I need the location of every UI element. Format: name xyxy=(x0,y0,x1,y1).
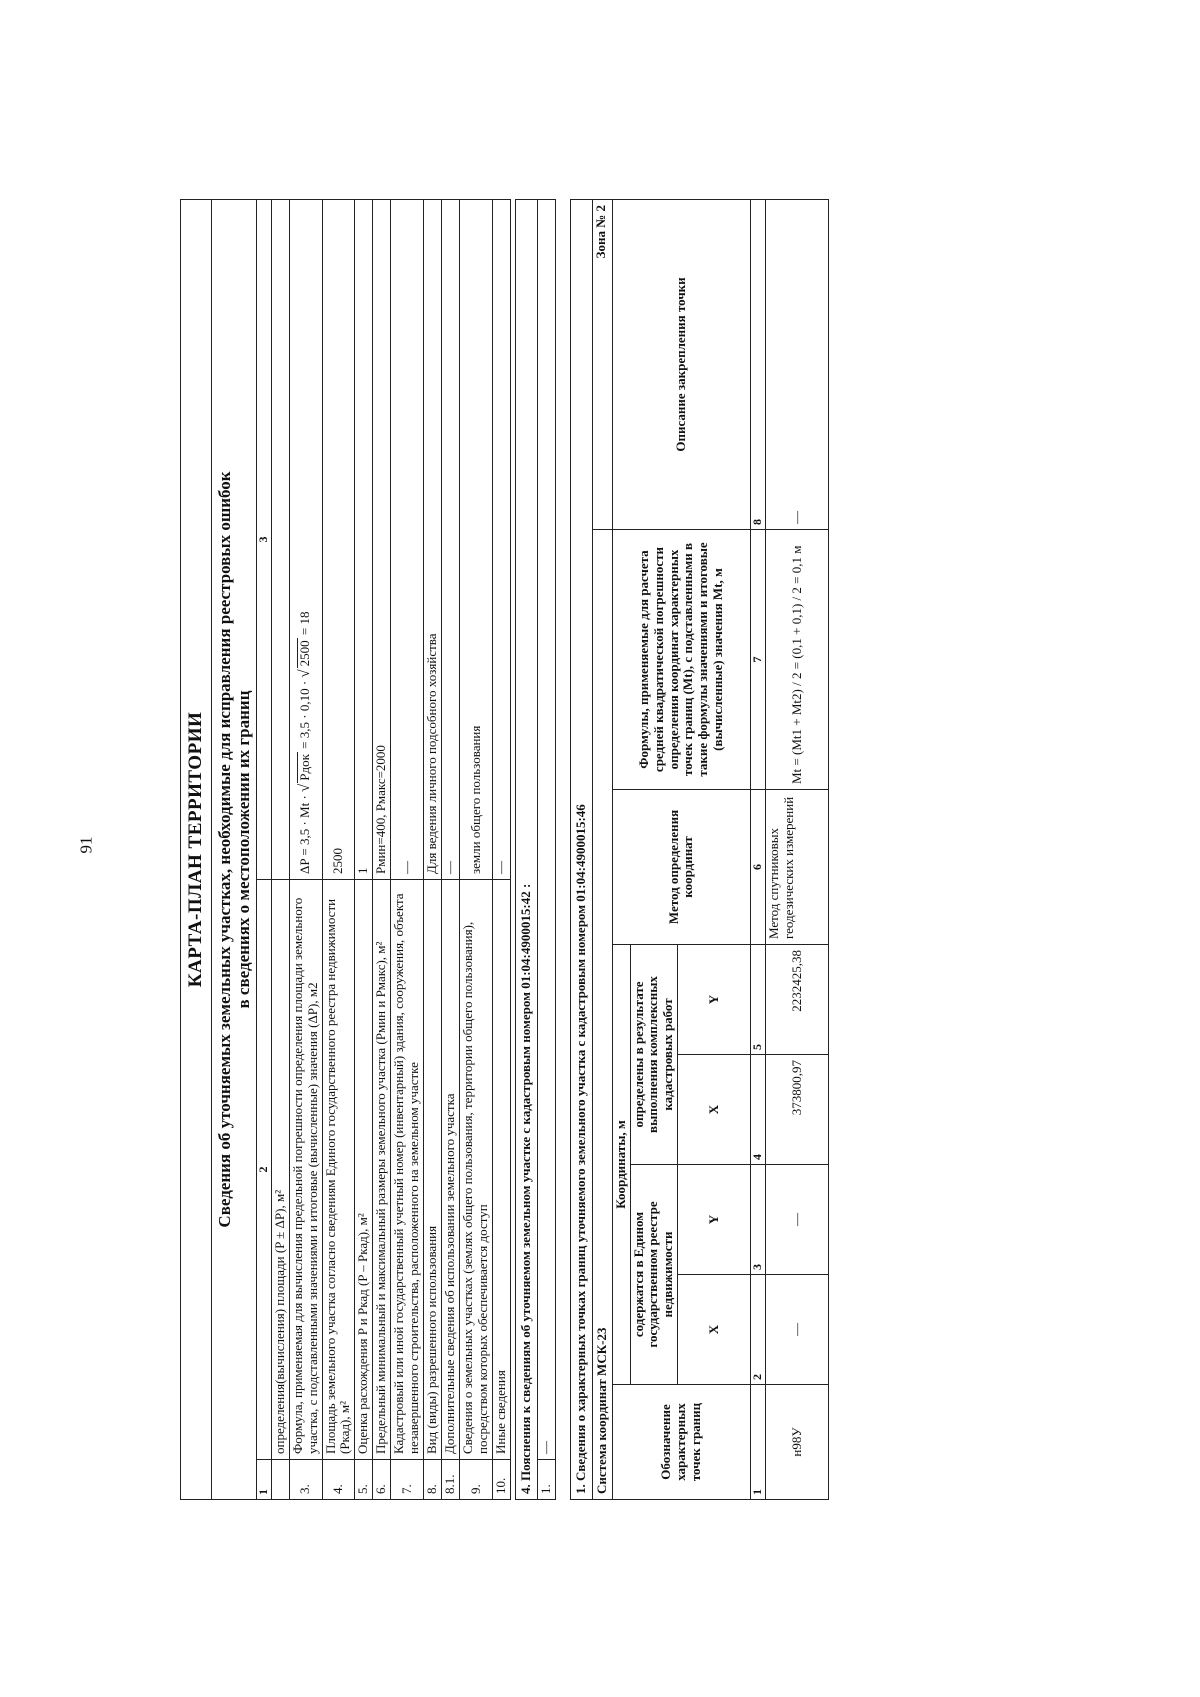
row-label: Сведения о земельных участках (землях общего пользования, территории общего пользования), посредством которых обеспечивается доступ xyxy=(460,880,493,1460)
row-number: 6. xyxy=(373,1460,391,1500)
table-row xyxy=(537,199,555,1499)
col-number-3: 3 xyxy=(256,200,271,880)
section-4-title: 4. Пояснения к сведениям об уточняемом земельном участке с кадастровым номером 01:04:4900015:42 : xyxy=(515,199,537,1499)
row-label: Предельный минимальный и максимальный размеры земельного участка (Pмин и Pмакс), м² xyxy=(373,880,391,1460)
section-4-table xyxy=(515,199,556,1500)
row-value xyxy=(271,200,289,880)
col-number-1: 1 xyxy=(751,1385,766,1500)
header-y-egrn: Y xyxy=(678,1165,751,1275)
col-number-4: 4 xyxy=(751,1055,766,1165)
row-number: 9. xyxy=(460,1460,493,1500)
col-number-7: 7 xyxy=(751,530,766,790)
row-number: 8. xyxy=(424,1460,442,1500)
page-title: КАРТА-ПЛАН ТЕРРИТОРИИ xyxy=(181,200,212,1500)
method: Метод спутниковых геодезических измерений xyxy=(766,790,829,945)
row-label: определения(вычисления) площади (P ± ΔP), м² xyxy=(271,880,289,1460)
row-value: земли общего пользования xyxy=(460,200,493,880)
coordinate-system: Система координат МСК-23 xyxy=(592,530,612,1500)
row-value: — xyxy=(492,200,510,880)
subtitle-line-1: Сведения об уточняемых земельных участках, необходимые для исправления реестровых ошибок xyxy=(214,471,234,1228)
table-row xyxy=(322,200,355,1500)
header-egrn: содержатся в Едином государственном реестре недвижимости xyxy=(630,1165,678,1385)
points-table xyxy=(570,199,829,1500)
row-label: Вид (виды) разрешенного использования xyxy=(424,880,442,1460)
col-number-5: 5 xyxy=(751,945,766,1055)
header-determined: определены в результате выполнения комплексных кадастровых работ xyxy=(630,945,678,1165)
table-row xyxy=(289,200,322,1500)
row-label: Формула, применяемая для вычисления предельной погрешности определения площади земельного участка, с подставленными значениями и итоговые (вычисленные) значения (ΔP), м2 xyxy=(289,880,322,1460)
info-table xyxy=(180,199,511,1500)
row-value: Pмин=400, Pмакс=2000 xyxy=(373,200,391,880)
col-number-2: 2 xyxy=(751,1275,766,1385)
row-value: 2500 xyxy=(322,200,355,880)
header-description: Описание закрепления точки xyxy=(612,199,751,529)
table-row xyxy=(492,200,510,1500)
row-label: Оценка расхождения P и Pкад (P – Pкад), м² xyxy=(355,880,373,1460)
row-number: 1. xyxy=(537,1460,555,1500)
table-row xyxy=(460,200,493,1500)
table-row xyxy=(391,200,424,1500)
y-new: 2232425,38 xyxy=(766,945,829,1055)
page-number: 91 xyxy=(76,836,96,854)
zone-label: Зона № 2 xyxy=(592,199,612,529)
page-subtitle xyxy=(211,200,256,1500)
row-label: Иные сведения xyxy=(492,880,510,1460)
table-row xyxy=(271,200,289,1500)
row-label: Дополнительные сведения об использовании земельного участка xyxy=(442,880,460,1460)
row-number: 5. xyxy=(355,1460,373,1500)
row-value: — xyxy=(391,200,424,880)
row-number: 4. xyxy=(322,1460,355,1500)
row-number xyxy=(271,1460,289,1500)
table-row xyxy=(373,200,391,1500)
header-designation: Обозначение характерных точек границ xyxy=(612,1385,751,1500)
point-designation: н98У xyxy=(766,1385,829,1500)
col-number-3: 3 xyxy=(751,1165,766,1275)
col-number-2: 2 xyxy=(256,880,271,1460)
y-egrn: — xyxy=(766,1165,829,1275)
rotated-sheet xyxy=(180,200,1050,1500)
header-method: Метод определения координат xyxy=(612,790,751,945)
row-number: 7. xyxy=(391,1460,424,1500)
table-row xyxy=(442,200,460,1500)
row-value: — xyxy=(442,200,460,880)
header-x-egrn: X xyxy=(678,1275,751,1385)
row-number: 8.1. xyxy=(442,1460,460,1500)
table-row xyxy=(355,200,373,1500)
row-value: Для ведения личного подсобного хозяйства xyxy=(424,200,442,880)
point-description: — xyxy=(766,199,829,529)
row-label: Кадастровый или иной государственный учетный номер (инвентарный) здания, сооружения, объекта незавершенного строительства, расположенного на земельном участке xyxy=(391,880,424,1460)
table-row xyxy=(424,200,442,1500)
col-number-8: 8 xyxy=(751,199,766,529)
col-number-6: 6 xyxy=(751,790,766,945)
row-label: Площадь земельного участка согласно сведениям Единого государственного реестра недвижимости (Pкад), м² xyxy=(322,880,355,1460)
accuracy-formula: Mt = (Mt1 + Mt2) / 2 = (0,1 + 0,1) / 2 = 0,1 м xyxy=(766,530,829,790)
header-x-new: X xyxy=(678,1055,751,1165)
col-number-1: 1 xyxy=(256,1460,271,1500)
row-value: 1 xyxy=(355,200,373,880)
table-row xyxy=(766,199,829,1499)
header-y-new: Y xyxy=(678,945,751,1055)
x-new: 373800,97 xyxy=(766,1055,829,1165)
x-egrn: — xyxy=(766,1275,829,1385)
row-value: — xyxy=(537,199,555,1459)
section-1-title: 1. Сведения о характерных точках границ уточняемого земельного участка с кадастровым номером 01:04:4900015:46 xyxy=(570,199,592,1499)
subtitle-line-2: в сведениях о местоположении их границ xyxy=(234,690,254,1009)
header-coordinates: Координаты, м xyxy=(612,945,630,1385)
area-error-formula: ΔP = 3,5 · Mt · √Pдок = 3,5 · 0,10 · √2500 = 18 xyxy=(289,200,322,880)
row-number: 3. xyxy=(289,1460,322,1500)
row-number: 10. xyxy=(492,1460,510,1500)
header-formula: Формулы, применяемые для расчета средней квадратической погрешности определения координат характерных точек границ (Mt), с подставленными в такие формулы значениями и итоговые (вычисленные) значения Mt, м xyxy=(612,530,751,790)
